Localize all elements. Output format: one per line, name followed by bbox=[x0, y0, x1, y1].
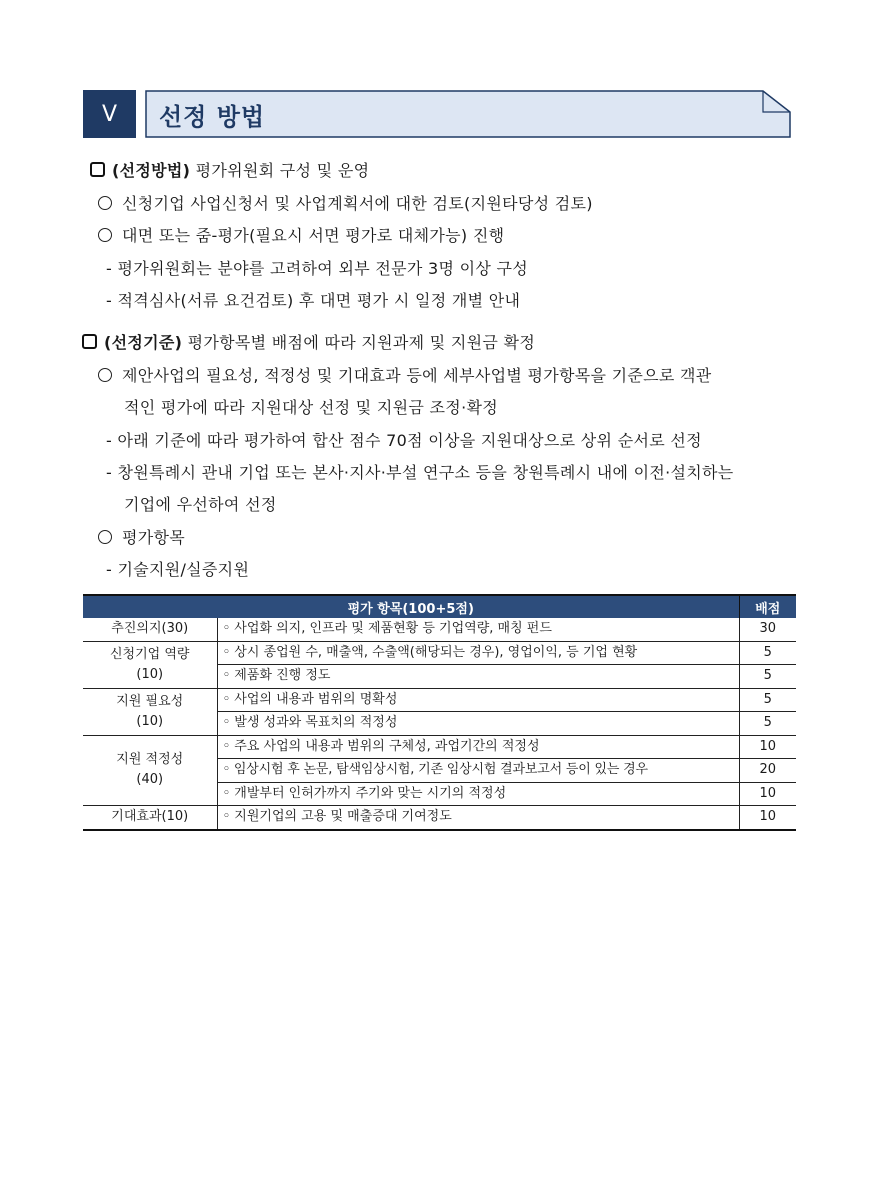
method-item-text: 대면 또는 줌-평가(필요시 서면 평가로 대체가능) 진행 bbox=[122, 226, 505, 245]
criteria-item-text: 평가항목 bbox=[122, 528, 186, 547]
criteria-label: (선정기준) bbox=[104, 333, 183, 352]
table-row bbox=[83, 688, 796, 712]
score-cell: 10 bbox=[739, 735, 796, 759]
category-cell bbox=[83, 735, 217, 806]
method-item bbox=[98, 191, 593, 214]
score-cell: 10 bbox=[739, 806, 796, 830]
item-cell: ◦ 주요 사업의 내용과 범위의 구체성, 과업기간의 적정성 bbox=[217, 735, 739, 759]
category-points: (10) bbox=[136, 666, 164, 682]
method-subitem: - 적격심사(서류 요건검토) 후 대면 평가 시 일정 개별 안내 bbox=[106, 291, 521, 310]
item-cell: ◦ 발생 성과와 목표치의 적정성 bbox=[217, 712, 739, 736]
header-score: 배점 bbox=[739, 595, 796, 618]
criteria-text: 평가항목별 배점에 따라 지원과제 및 지원금 확정 bbox=[182, 333, 536, 352]
criteria-item-continued: 적인 평가에 따라 지원대상 선정 및 지원금 조정·확정 bbox=[124, 398, 498, 417]
item-cell: ◦ 사업의 내용과 범위의 명확성 bbox=[217, 688, 739, 712]
score-cell: 10 bbox=[739, 782, 796, 806]
criteria-item-text: 제안사업의 필요성, 적정성 및 기대효과 등에 세부사업별 평가항목을 기준으로 객관 bbox=[122, 366, 712, 385]
header-items: 평가 항목(100+5점) bbox=[83, 595, 739, 618]
category-points: (40) bbox=[136, 772, 164, 788]
score-cell: 20 bbox=[739, 759, 796, 783]
method-item bbox=[98, 223, 504, 246]
section-number: Ⅴ bbox=[83, 90, 136, 138]
score-cell: 5 bbox=[739, 712, 796, 736]
table-row bbox=[83, 641, 796, 665]
criteria-subitem: - 기술지원/실증지원 bbox=[106, 560, 250, 579]
category-cell bbox=[83, 641, 217, 688]
criteria-heading bbox=[82, 330, 535, 353]
criteria-subitem: - 아래 기준에 따라 평가하여 합산 점수 70점 이상을 지원대상으로 상위 순서로 선정 bbox=[106, 431, 702, 450]
method-subitem: - 평가위원회는 분야를 고려하여 외부 전문가 3명 이상 구성 bbox=[106, 259, 529, 278]
category-cell bbox=[83, 688, 217, 735]
method-item-text: 신청기업 사업신청서 및 사업계획서에 대한 검토(지원타당성 검토) bbox=[122, 194, 593, 213]
table-row bbox=[83, 806, 796, 830]
circle-bullet-icon bbox=[98, 196, 112, 210]
method-heading bbox=[90, 158, 369, 181]
circle-bullet-icon bbox=[98, 368, 112, 382]
score-cell: 30 bbox=[739, 618, 796, 641]
item-cell: ◦ 상시 종업원 수, 매출액, 수출액(해당되는 경우), 영업이익, 등 기업 현황 bbox=[217, 641, 739, 665]
table-row bbox=[83, 618, 796, 641]
square-bullet-icon bbox=[90, 162, 105, 177]
method-text: 평가위원회 구성 및 운영 bbox=[190, 161, 370, 180]
category-name: 지원 필요성 bbox=[116, 693, 184, 709]
item-cell: ◦ 임상시험 후 논문, 탐색임상시험, 기존 임상시험 결과보고서 등이 있는 경우 bbox=[217, 759, 739, 783]
table-header-row bbox=[83, 595, 796, 618]
square-bullet-icon bbox=[82, 334, 97, 349]
circle-bullet-icon bbox=[98, 530, 112, 544]
criteria-item bbox=[98, 363, 712, 386]
item-cell: ◦ 개발부터 인허가까지 주기와 맞는 시기의 적정성 bbox=[217, 782, 739, 806]
score-cell: 5 bbox=[739, 688, 796, 712]
section-title: 선정 방법 bbox=[159, 103, 266, 131]
item-cell: ◦ 지원기업의 고용 및 매출증대 기여정도 bbox=[217, 806, 739, 830]
method-label: (선정방법) bbox=[112, 161, 191, 180]
criteria-item bbox=[98, 525, 185, 548]
item-cell: ◦ 사업화 의지, 인프라 및 제품현황 등 기업역량, 매칭 펀드 bbox=[217, 618, 739, 641]
category-name: 지원 적정성 bbox=[116, 752, 184, 768]
table-row bbox=[83, 735, 796, 759]
section-title-box bbox=[145, 90, 791, 138]
category-cell: 추진의지(30) bbox=[83, 618, 217, 641]
category-name: 신청기업 역량 bbox=[110, 646, 190, 662]
item-cell: ◦ 제품화 진행 정도 bbox=[217, 665, 739, 689]
score-cell: 5 bbox=[739, 665, 796, 689]
circle-bullet-icon bbox=[98, 228, 112, 242]
criteria-subitem-continued: 기업에 우선하여 선정 bbox=[124, 495, 277, 514]
evaluation-table bbox=[83, 594, 796, 831]
category-cell: 기대효과(10) bbox=[83, 806, 217, 830]
score-cell: 5 bbox=[739, 641, 796, 665]
category-points: (10) bbox=[136, 713, 164, 729]
criteria-subitem: - 창원특례시 관내 기업 또는 본사·지사·부설 연구소 등을 창원특례시 내에 이전·설치하는 bbox=[106, 463, 734, 482]
